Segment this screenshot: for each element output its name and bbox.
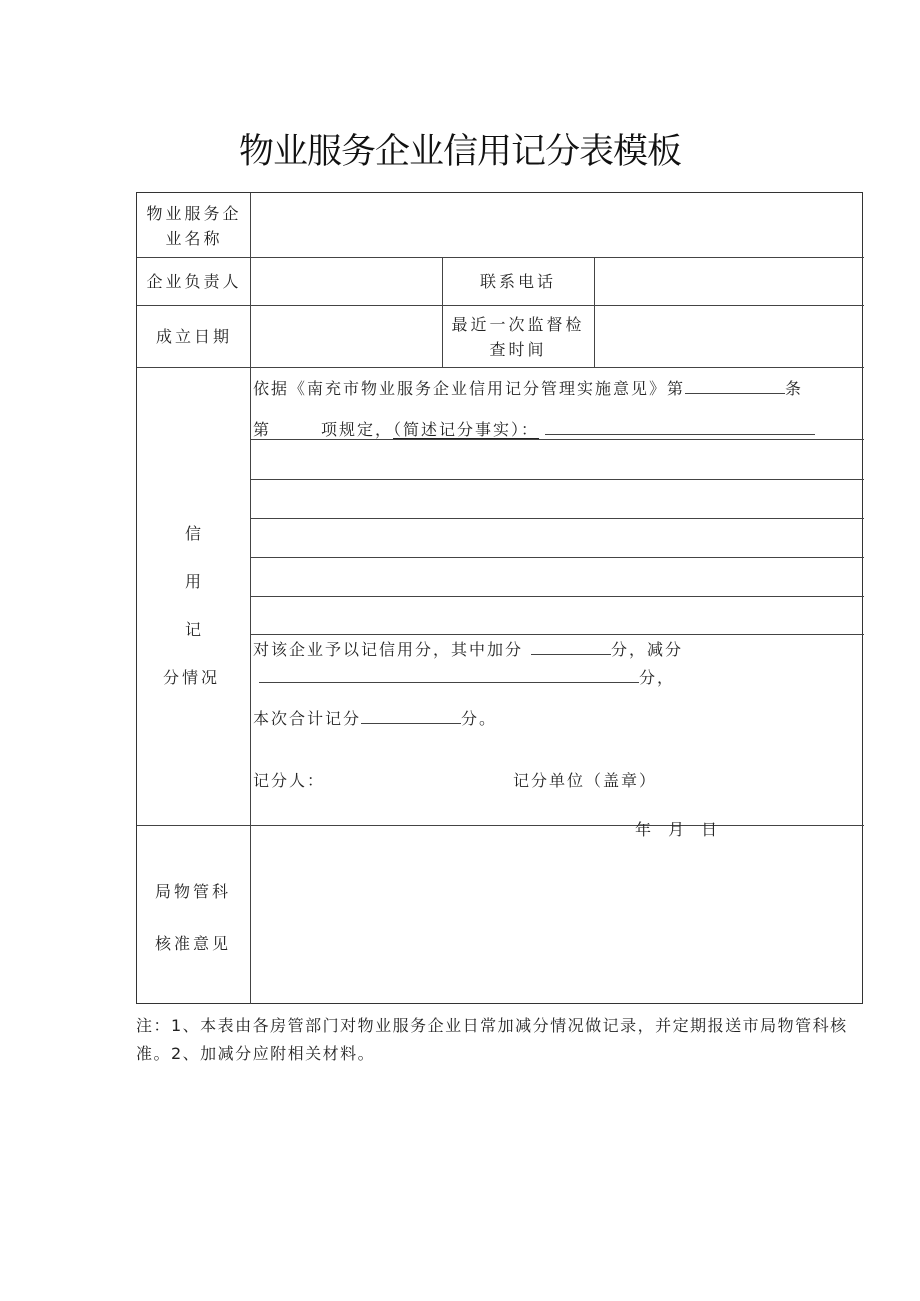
unit-seal-label: 记分单位（盖章） bbox=[513, 771, 658, 790]
last-inspection-label: 最近一次监督检查时间 bbox=[451, 315, 585, 359]
footnote: 注：1、本表由各房管部门对物业服务企业日常加减分情况做记录，并定期报送市局物管科核准。2、加减分应附相关材料。 bbox=[136, 1016, 848, 1063]
fact-line[interactable] bbox=[251, 519, 863, 556]
fact-line[interactable] bbox=[251, 480, 863, 517]
established-date-label: 成立日期 bbox=[155, 326, 232, 346]
basis-line-2: 第 项规定，（简述记分事实）： bbox=[253, 417, 815, 440]
fact-description-blank[interactable] bbox=[545, 420, 815, 435]
deduct-points-blank[interactable] bbox=[259, 668, 639, 683]
company-name-input[interactable] bbox=[251, 193, 863, 257]
fact-line[interactable] bbox=[251, 440, 863, 478]
credit-label-char: 用 bbox=[185, 572, 202, 591]
phone-input[interactable] bbox=[595, 257, 863, 305]
basis-line-1: 依据《南充市物业服务企业信用记分管理实施意见》第 条 bbox=[253, 379, 804, 398]
approval-label-line-1: 局物管科 bbox=[155, 882, 232, 901]
phone-label: 联系电话 bbox=[479, 271, 556, 291]
article-number-blank[interactable] bbox=[685, 379, 785, 394]
total-line: 本次合计记分 分。 bbox=[253, 709, 498, 728]
row-divider bbox=[251, 634, 864, 635]
approval-opinion-input[interactable] bbox=[251, 826, 863, 1003]
credit-label-char: 记 bbox=[185, 620, 202, 639]
date-clip bbox=[617, 805, 737, 839]
total-points-blank[interactable] bbox=[361, 709, 461, 724]
last-inspection-input[interactable] bbox=[595, 305, 863, 367]
credit-label-char: 信 bbox=[185, 524, 202, 543]
date-label: 年 月 日 bbox=[635, 820, 724, 839]
recorder-label: 记分人： bbox=[253, 771, 326, 790]
fact-line[interactable] bbox=[251, 558, 863, 595]
credit-score-form bbox=[136, 192, 863, 1004]
approval-label-line-2: 核准意见 bbox=[155, 934, 232, 953]
score-line-1: 对该企业予以记信用分，其中加分 分，减分 bbox=[253, 640, 684, 659]
established-date-input[interactable] bbox=[251, 305, 441, 367]
add-points-blank[interactable] bbox=[531, 640, 611, 655]
row-divider bbox=[137, 367, 864, 368]
score-line-2: 分， bbox=[259, 665, 675, 688]
company-name-label: 物业服务企业名称 bbox=[146, 204, 242, 248]
person-in-charge-input[interactable] bbox=[251, 257, 441, 305]
fact-line[interactable] bbox=[251, 597, 863, 633]
page-title: 物业服务企业信用记分表模板 bbox=[238, 132, 681, 172]
credit-label-char: 分情况 bbox=[163, 668, 221, 687]
fact-description-label: （简述记分事实）： bbox=[393, 420, 540, 439]
person-in-charge-label: 企业负责人 bbox=[146, 271, 242, 291]
